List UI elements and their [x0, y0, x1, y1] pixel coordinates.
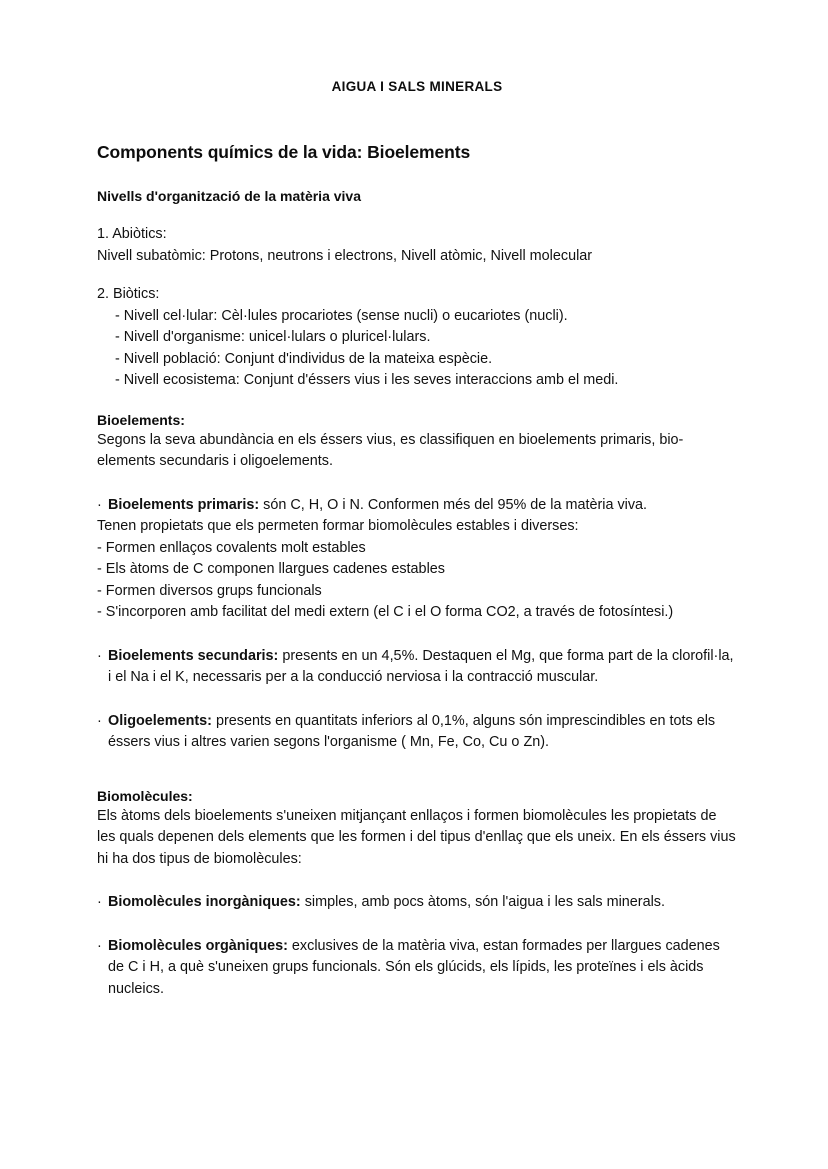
interpunct-bullet-icon: · [97, 647, 102, 664]
abiotics-label: 1. Abiòtics: [97, 226, 167, 242]
list-item: - Formen enllaços covalents molt estables [97, 539, 366, 556]
document-body [97, 78, 737, 1000]
main-heading: Components químics de la vida: Bioelements [97, 142, 471, 162]
bioelements-primaris-text: són C, H, O i N. Conformen més del 95% de la matèria viva. [259, 496, 648, 513]
document-title: AIGUA I SALS MINERALS [331, 79, 503, 94]
bioelements-secundaris-label: Bioelements secundaris: [108, 647, 279, 664]
biomolecules-organiques-label: Biomolècules orgàniques: [108, 937, 288, 954]
biomolecules-organiques-text: exclusives de la matèria viva, estan formades per llargues cadenes de C i H, a què s'uneixen grups funcionals. Són els glúcids, els lípids, les proteïnes i els àcids nucleics. [108, 937, 720, 997]
list-item: - S'incorporen amb facilitat del medi extern (el C i el O forma CO2, a través de fotosíntesi.) [97, 604, 674, 620]
interpunct-bullet-icon: · [97, 496, 102, 513]
abiotics-text: Nivell subatòmic: Protons, neutrons i electrons, Nivell atòmic, Nivell molecular [97, 247, 593, 264]
spacer [97, 624, 737, 646]
biomolecules-inorganiques-label: Biomolècules inorgàniques: [108, 894, 301, 910]
biomolecules-organiques-block [97, 936, 737, 1001]
spacer [97, 164, 737, 186]
bioelements-primaris-block [97, 495, 737, 517]
biotics-label: 2. Biòtics: [97, 286, 160, 302]
list-item: - Nivell població: Conjunt d'individus de la mateixa espècie. [115, 350, 493, 367]
list-item: - Els àtoms de C componen llargues cadenes estables [97, 561, 445, 577]
spacer [97, 473, 737, 495]
list-item: - Nivell ecosistema: Conjunt d'éssers vius i les seves interaccions amb el medi. [115, 372, 619, 388]
spacer [97, 754, 737, 786]
list-item: - Nivell cel·lular: Cèl·lules procariotes (sense nucli) o eucariotes (nucli). [115, 307, 568, 324]
spacer [97, 914, 737, 936]
interpunct-bullet-icon: · [97, 937, 102, 954]
biomolecules-intro: Els àtoms dels bioelements s'uneixen mitjançant enllaços i formen biomolècules les propietats de les quals depenen dels elements que les formen i del tipus d'enllaç que els uneix. En els éssers vius hi ha dos tipus de biomolècules: [97, 807, 736, 867]
oligoelements-text: presents en quantitats inferiors al 0,1%, alguns són imprescindibles en tots els éssers vius i altres varien segons l'organisme ( Mn, Fe, Co, Cu o Zn). [108, 712, 716, 750]
spacer [97, 96, 737, 140]
biotics-list [97, 306, 737, 392]
subheading-biomolecules: Biomolècules: [97, 787, 193, 804]
interpunct-bullet-icon: · [97, 712, 102, 729]
spacer [97, 392, 737, 410]
subheading-bioelements: Bioelements: [97, 411, 185, 428]
biomolecules-inorganiques-block [97, 892, 737, 914]
oligoelements-block [97, 711, 737, 754]
subheading-organization-levels: Nivells d'organització de la matèria viva [97, 188, 361, 204]
spacer [97, 689, 737, 711]
bioelements-primaris-followup: Tenen propietats que els permeten formar biomolècules estables i diverses: [97, 518, 579, 534]
bioelements-secundaris-block [97, 646, 737, 689]
bioelements-intro: Segons la seva abundància en els éssers vius, es classifiquen en bioelements primaris, bio-elements secundaris i oligoelements. [97, 431, 684, 469]
spacer [97, 870, 737, 892]
list-item: - Nivell d'organisme: unicel·lulars o pluricel·lulars. [115, 329, 431, 345]
biomolecules-inorganiques-text: simples, amb pocs àtoms, són l'aigua i les sals minerals. [300, 894, 665, 910]
spacer [97, 206, 737, 224]
spacer [97, 267, 737, 284]
interpunct-bullet-icon: · [97, 894, 102, 910]
list-item: - Formen diversos grups funcionals [97, 582, 322, 599]
bioelements-primaris-label: Bioelements primaris: [108, 496, 260, 513]
bioelements-secundaris-text: presents en un 4,5%. Destaquen el Mg, que forma part de la clorofil·la, i el Na i el K, necessaris per a la conducció nerviosa i la contracció muscular. [108, 647, 734, 685]
oligoelements-label: Oligoelements: [108, 712, 212, 729]
